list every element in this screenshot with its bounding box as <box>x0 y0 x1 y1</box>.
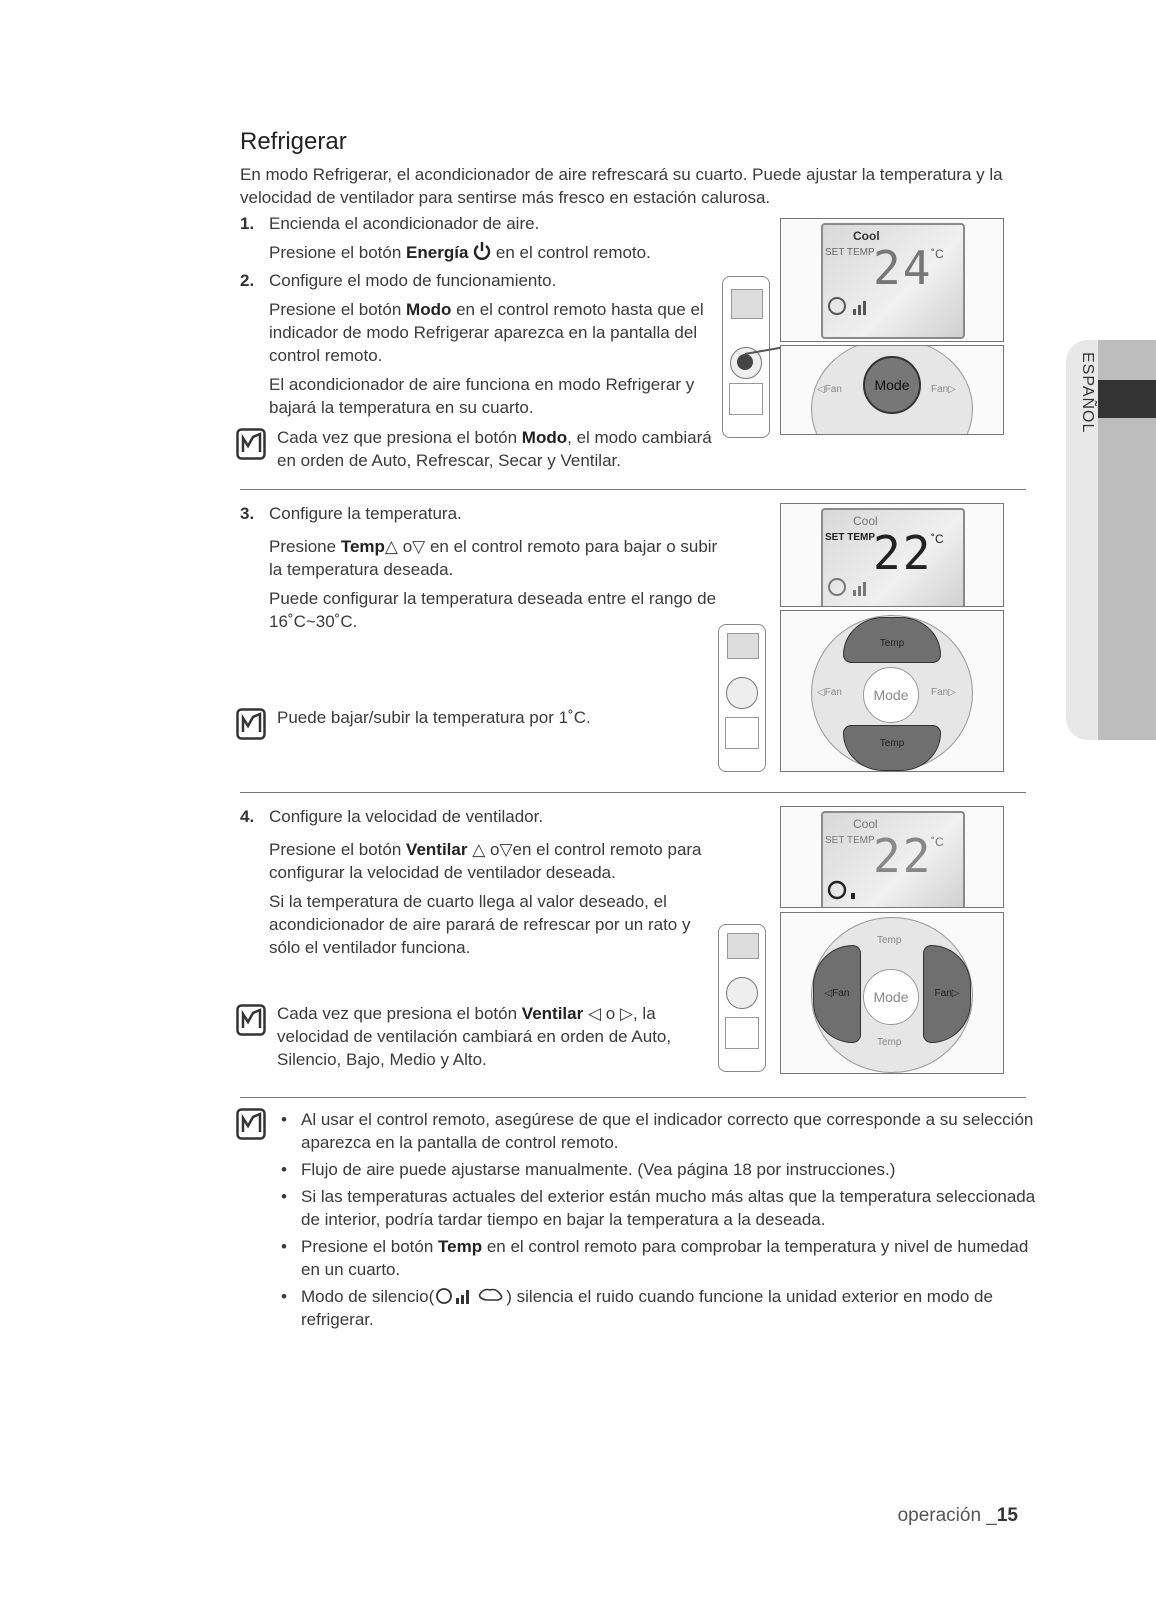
fan-right-button[interactable]: Fan▷ <box>923 945 971 1043</box>
step-number: 4. <box>240 807 255 826</box>
temp-down-button[interactable]: Temp <box>843 725 941 771</box>
step-extra: El acondicionador de aire funciona en modo Refrigerar y bajará la temperatura en su cuarto. <box>269 375 695 417</box>
notes-list <box>281 1108 1036 1335</box>
list-item: • Flujo de aire puede ajustarse manualmente. (Vea página 18 por instrucciones.) <box>281 1158 1036 1181</box>
fan-level-icon <box>827 295 871 317</box>
list-item: • Presione el botón Temp en el control remoto para comprobar la temperatura y nivel de humedad en un cuarto. <box>281 1235 1036 1281</box>
mode-button[interactable]: Mode <box>863 356 921 414</box>
mode-button[interactable]: Mode <box>863 969 919 1025</box>
step-extra: Puede configurar la temperatura deseada entre el rango de 16˚C~30˚C. <box>269 589 717 631</box>
note-icon <box>236 1108 266 1140</box>
divider <box>240 1097 1026 1098</box>
note-icon <box>236 708 266 740</box>
intro-text: En modo Refrigerar, el acondicionador de aire refrescará su cuarto. Puede ajustar la temperatura y la velocidad de ventilador para sentirse más fresco en estación calurosa. <box>240 165 1003 207</box>
remote-control-thumbnail <box>722 276 770 438</box>
lcd-panel: Cool SET TEMP 22 ˚C <box>780 806 1004 908</box>
note-icon <box>236 1004 266 1036</box>
step-instruction: Presione Temp△ o▽ en el control remoto para bajar o subir la temperatura deseada. <box>269 537 718 579</box>
note-icon <box>236 428 266 460</box>
silence-mode-icon <box>434 1286 506 1306</box>
remote-control-thumbnail <box>718 624 766 772</box>
divider <box>240 489 1026 490</box>
list-item: • Al usar el control remoto, asegúrese de que el indicador correcto que corresponde a su selección aparezca en la pantalla de control remoto. <box>281 1108 1036 1154</box>
step-number: 2. <box>240 271 255 290</box>
step-heading: Configure la temperatura. <box>269 504 462 523</box>
step-heading: Encienda el acondicionador de aire. <box>269 214 540 233</box>
step-instruction: Presione el botón Ventilar △ o▽en el control remoto para configurar la velocidad de ventilador deseada. <box>269 840 702 882</box>
side-tab-label: ESPAÑOL <box>1079 352 1096 434</box>
power-icon <box>473 241 491 261</box>
button-panel: Temp Mode Temp ◁Fan Fan▷ <box>780 610 1004 772</box>
page-footer: operación _15 <box>897 1505 1018 1526</box>
fan-level-icon <box>827 576 871 598</box>
side-tab-marker <box>1098 380 1156 418</box>
fan-left-button[interactable]: ◁Fan <box>813 945 861 1043</box>
step-instruction: Presione el botón Energía en el control remoto. <box>269 243 651 262</box>
step-heading: Configure el modo de funcionamiento. <box>269 271 557 290</box>
step-number: 1. <box>240 214 255 233</box>
page-title: Refrigerar <box>240 128 347 155</box>
list-item: • Modo de silencio( ) silencia el ruido cuando funcione la unidad exterior en modo de refrigerar. <box>281 1285 1036 1331</box>
step-extra: Si la temperatura de cuarto llega al valor deseado, el acondicionador de aire parará de refrescar por un rato y sólo el ventilador funciona. <box>269 892 691 957</box>
fan-level-icon <box>827 879 871 901</box>
list-item: • Si las temperaturas actuales del exterior están mucho más altas que la temperatura seleccionada de interior, podría tardar tiempo en bajar la temperatura a la deseada. <box>281 1185 1036 1231</box>
step-heading: Configure la velocidad de ventilador. <box>269 807 544 826</box>
lcd-panel: Cool SET TEMP 24 ˚C <box>780 218 1004 342</box>
mode-button[interactable]: Mode <box>863 667 919 723</box>
step-number: 3. <box>240 504 255 523</box>
lcd-panel: Cool SET TEMP 22 ˚C <box>780 503 1004 607</box>
remote-control-thumbnail <box>718 924 766 1072</box>
divider <box>240 792 1026 793</box>
step-instruction: Presione el botón Modo en el control remoto hasta que el indicador de modo Refrigerar aparezca en la pantalla del control remoto. <box>269 300 704 365</box>
button-panel: ◁Fan Fan▷ Mode Temp Temp <box>780 912 1004 1074</box>
temp-up-button[interactable]: Temp <box>843 617 941 663</box>
button-panel: Mode ◁Fan Fan▷ <box>780 345 1004 435</box>
